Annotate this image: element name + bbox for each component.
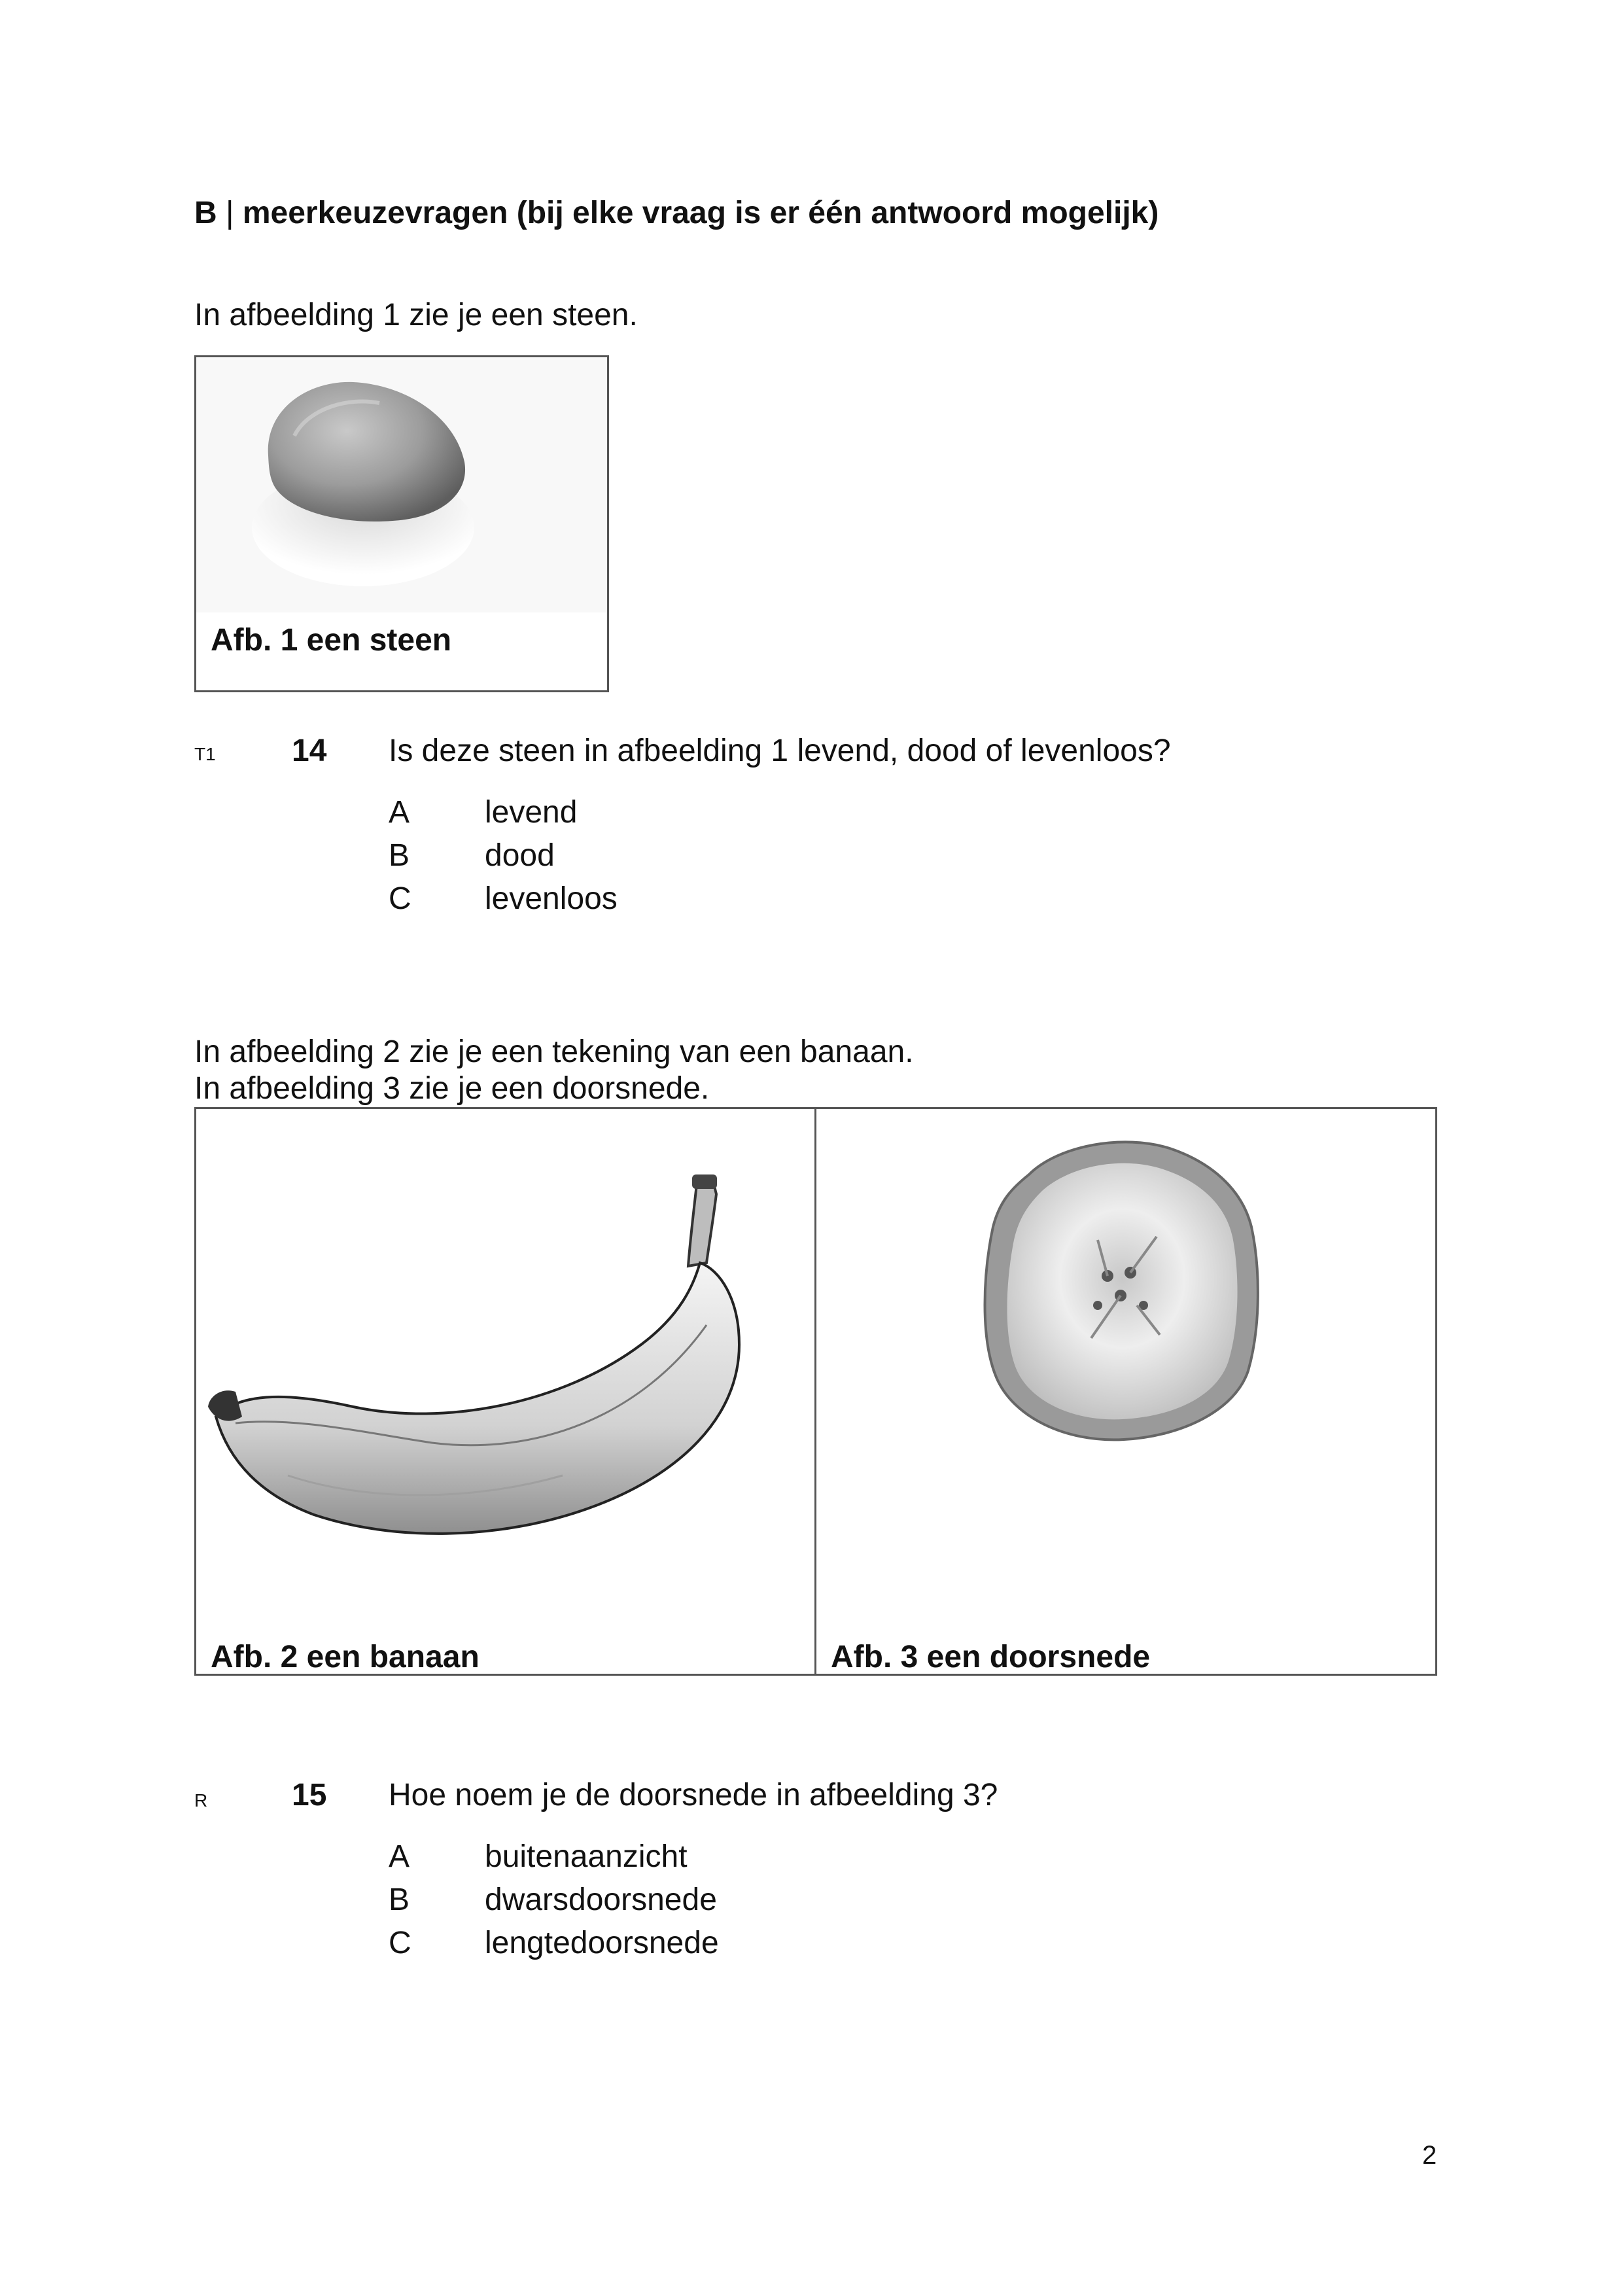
intro-figure-2: In afbeelding 2 zie je een tekening van een banaan. xyxy=(194,1034,914,1069)
figure-1-caption: Afb. 1 een steen xyxy=(211,623,452,658)
q15-option-c-text: lengtedoorsnede xyxy=(485,1926,719,1960)
stone-photo-icon xyxy=(196,357,607,612)
question-15-text: Hoe noem je de doorsnede in afbeelding 3? xyxy=(389,1778,998,1812)
q14-option-b-letter: B xyxy=(389,838,410,873)
q14-option-a-text: levend xyxy=(485,795,578,830)
question-14-text: Is deze steen in afbeelding 1 levend, dood of levenloos? xyxy=(389,733,1171,768)
q15-option-b-text: dwarsdoorsnede xyxy=(485,1882,717,1917)
q14-option-c-letter: C xyxy=(389,881,411,916)
section-separator: | xyxy=(226,196,234,230)
question-15-tag: R xyxy=(194,1790,208,1810)
page-number: 2 xyxy=(1422,2141,1437,2170)
q14-option-c-text: levenloos xyxy=(485,881,618,916)
q15-option-a-letter: A xyxy=(389,1839,410,1874)
section-letter: B xyxy=(194,196,217,230)
q14-option-b-text: dood xyxy=(485,838,555,873)
intro-figure-3: In afbeelding 3 zie je een doorsnede. xyxy=(194,1071,710,1106)
figure-1-box xyxy=(194,355,609,692)
section-heading xyxy=(194,195,1159,231)
question-14-tag: T1 xyxy=(194,744,216,764)
banana-drawing-icon xyxy=(196,1109,814,1580)
banana-cross-section-icon xyxy=(816,1109,1435,1580)
q15-option-b-letter: B xyxy=(389,1882,410,1917)
q15-option-a-text: buitenaanzicht xyxy=(485,1839,688,1874)
figure-2-box xyxy=(194,1107,816,1676)
question-15-number: 15 xyxy=(292,1778,327,1812)
question-14-number: 14 xyxy=(292,733,327,768)
intro-figure-1: In afbeelding 1 zie je een steen. xyxy=(194,298,638,332)
q14-option-a-letter: A xyxy=(389,795,410,830)
section-title: meerkeuzevragen (bij elke vraag is er één antwoord mogelijk) xyxy=(242,196,1159,230)
figure-2-caption: Afb. 2 een banaan xyxy=(211,1640,480,1674)
figure-3-caption: Afb. 3 een doorsnede xyxy=(831,1640,1151,1674)
figure-3-box xyxy=(814,1107,1437,1676)
q15-option-c-letter: C xyxy=(389,1926,411,1960)
